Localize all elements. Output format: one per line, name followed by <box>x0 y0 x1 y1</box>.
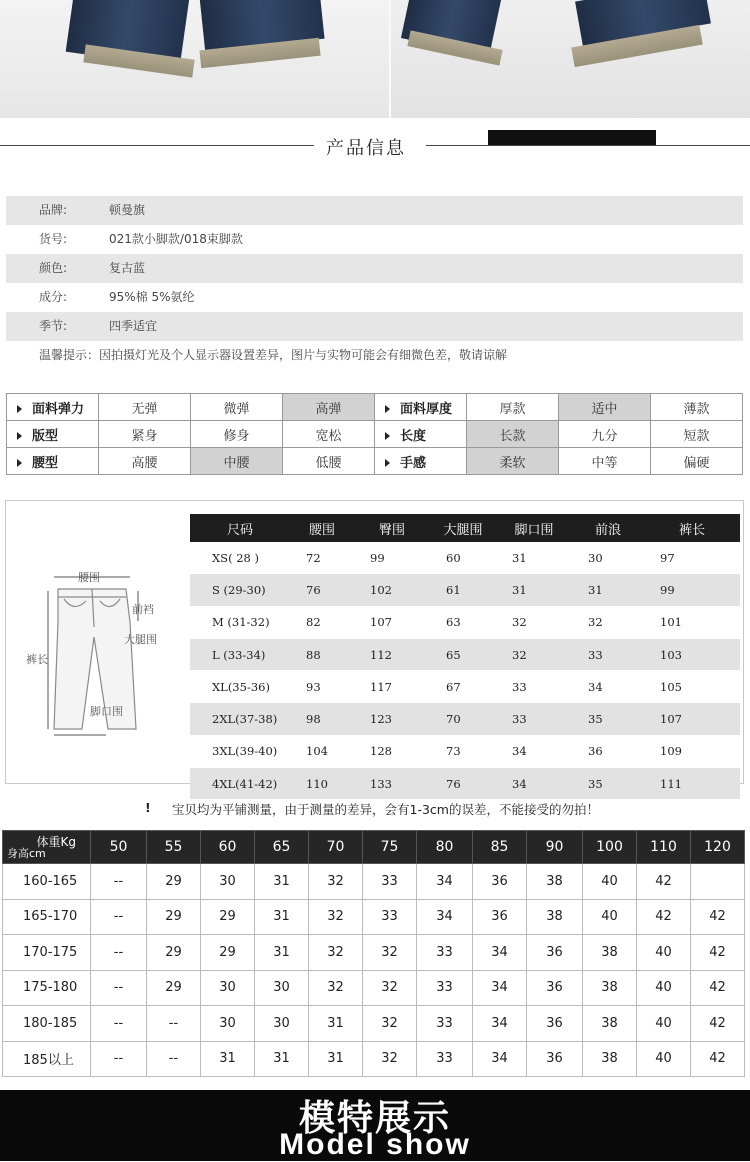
size-recommendation-cell: 32 <box>363 1006 417 1042</box>
size-cell: 128 <box>354 735 430 767</box>
triangle-right-icon <box>385 459 390 467</box>
size-cell: 63 <box>430 606 496 638</box>
size-recommendation-cell: 40 <box>637 935 691 971</box>
size-recommendation-cell: -- <box>147 1041 201 1077</box>
section-title: 产品信息 <box>326 138 406 159</box>
size-recommendation-cell: 29 <box>201 899 255 935</box>
size-recommendation-cell: 40 <box>583 864 637 900</box>
size-cell: 31 <box>572 574 644 606</box>
size-cell: 31 <box>496 542 572 574</box>
size-recommendation-cell: 30 <box>255 970 309 1006</box>
size-header: 尺码 <box>190 514 290 542</box>
size-cell: 105 <box>644 671 740 703</box>
attribute-option: 低腰 <box>283 448 375 475</box>
size-cell: 72 <box>290 542 354 574</box>
size-cell: 61 <box>430 574 496 606</box>
size-recommendation-cell: -- <box>91 899 147 935</box>
size-recommendation-cell: 42 <box>691 935 745 971</box>
attribute-option: 厚款 <box>467 394 559 421</box>
height-label: 160-165 <box>3 864 91 900</box>
weight-height-row <box>3 1041 745 1077</box>
info-row-sku: 货号: 021款小脚款/018束脚款 <box>39 232 243 246</box>
size-cell: 34 <box>496 768 572 800</box>
size-cell: 112 <box>354 638 430 670</box>
size-cell: XL(35-36) <box>190 671 290 703</box>
attribute-name: 面料厚度 <box>375 394 467 421</box>
attribute-option: 偏硬 <box>651 448 743 475</box>
weight-height-row <box>3 935 745 971</box>
size-recommendation-cell: 29 <box>147 970 201 1006</box>
size-recommendation-cell: -- <box>147 1006 201 1042</box>
size-header: 脚口围 <box>496 514 572 542</box>
height-label: 170-175 <box>3 935 91 971</box>
size-recommendation-cell: 33 <box>417 1041 473 1077</box>
triangle-right-icon <box>385 405 390 413</box>
size-cell: 32 <box>496 638 572 670</box>
size-cell: 76 <box>430 768 496 800</box>
weight-header: 120 <box>691 831 745 864</box>
size-recommendation-cell: 34 <box>473 1041 527 1077</box>
size-recommendation-cell: 32 <box>309 899 363 935</box>
weight-header: 50 <box>91 831 147 864</box>
attribute-option: 短款 <box>651 421 743 448</box>
size-cell: 70 <box>430 703 496 735</box>
attribute-name: 手感 <box>375 448 467 475</box>
model-show-banner <box>0 1090 750 1161</box>
size-recommendation-cell: 40 <box>637 970 691 1006</box>
photo-left <box>0 0 390 118</box>
size-cell: 76 <box>290 574 354 606</box>
size-recommendation-cell: 32 <box>363 935 417 971</box>
size-cell: M (31-32) <box>190 606 290 638</box>
size-cell: 98 <box>290 703 354 735</box>
size-cell: 35 <box>572 768 644 800</box>
size-recommendation-cell: 32 <box>363 970 417 1006</box>
attribute-name: 面料弹力 <box>7 394 99 421</box>
size-header: 前浪 <box>572 514 644 542</box>
attribute-option: 九分 <box>559 421 651 448</box>
size-recommendation-cell: 34 <box>417 864 473 900</box>
size-recommendation-cell: 31 <box>255 864 309 900</box>
weight-header: 75 <box>363 831 417 864</box>
height-label: 180-185 <box>3 1006 91 1042</box>
size-cell: 107 <box>644 703 740 735</box>
attribute-option: 长款 <box>467 421 559 448</box>
decor-bar <box>488 130 656 145</box>
size-recommendation-cell: 29 <box>201 935 255 971</box>
info-row-material: 成分: 95%棉 5%氨纶 <box>39 290 195 304</box>
weight-header: 85 <box>473 831 527 864</box>
size-table <box>190 514 740 800</box>
warning-mark: ! <box>145 800 151 815</box>
attribute-option: 适中 <box>559 394 651 421</box>
attribute-name: 长度 <box>375 421 467 448</box>
size-recommendation-cell: -- <box>91 864 147 900</box>
attribute-option: 宽松 <box>283 421 375 448</box>
attribute-row <box>7 394 743 421</box>
size-recommendation-cell: 30 <box>201 864 255 900</box>
weight-header: 110 <box>637 831 691 864</box>
size-recommendation-cell: 30 <box>255 1006 309 1042</box>
info-row-color: 颜色: 复古蓝 <box>6 254 743 283</box>
size-cell: 97 <box>644 542 740 574</box>
size-recommendation-cell: 42 <box>691 1006 745 1042</box>
info-row-notice <box>6 341 743 370</box>
size-cell: 82 <box>290 606 354 638</box>
size-recommendation-cell: 36 <box>473 899 527 935</box>
size-recommendation-cell: 42 <box>691 970 745 1006</box>
size-cell: 101 <box>644 606 740 638</box>
size-cell: 110 <box>290 768 354 800</box>
size-recommendation-cell: -- <box>91 935 147 971</box>
size-cell: 3XL(39-40) <box>190 735 290 767</box>
size-cell: 4XL(41-42) <box>190 768 290 800</box>
size-cell: 73 <box>430 735 496 767</box>
size-recommendation-cell: 40 <box>583 899 637 935</box>
size-cell: 65 <box>430 638 496 670</box>
weight-header: 70 <box>309 831 363 864</box>
size-recommendation-cell: -- <box>91 970 147 1006</box>
weight-height-table <box>2 830 745 1077</box>
size-recommendation-cell: 32 <box>309 970 363 1006</box>
diagram-label-waist: 腰围 <box>78 571 100 584</box>
size-recommendation-cell: 42 <box>691 899 745 935</box>
size-recommendation-cell: -- <box>91 1006 147 1042</box>
notice-text: 温馨提示：因拍摄灯光及个人显示器设置差异，图片与实物可能会有细微色差，敬请谅解 <box>39 348 508 362</box>
size-recommendation-cell: 31 <box>255 899 309 935</box>
size-cell: 102 <box>354 574 430 606</box>
size-recommendation-cell: 31 <box>309 1041 363 1077</box>
size-recommendation-cell: 38 <box>583 1006 637 1042</box>
triangle-right-icon <box>385 432 390 440</box>
size-cell: 104 <box>290 735 354 767</box>
size-header: 裤长 <box>644 514 740 542</box>
diagram-label-rise: 前裆 <box>132 603 154 616</box>
size-recommendation-cell: 32 <box>363 1041 417 1077</box>
attribute-option: 修身 <box>191 421 283 448</box>
size-recommendation-cell <box>691 864 745 900</box>
size-recommendation-cell: 38 <box>583 935 637 971</box>
diagram-label-hem: 脚口围 <box>90 705 123 718</box>
triangle-right-icon <box>17 405 22 413</box>
attribute-row <box>7 421 743 448</box>
size-recommendation-cell: 29 <box>147 864 201 900</box>
attribute-grid <box>6 393 743 475</box>
size-cell: 133 <box>354 768 430 800</box>
diagram-label-thigh: 大腿围 <box>124 633 157 646</box>
corner-header: 体重Kg 身高cm <box>3 831 91 864</box>
section-header <box>0 132 750 162</box>
size-recommendation-cell: 33 <box>363 899 417 935</box>
triangle-right-icon <box>17 432 22 440</box>
size-row <box>190 671 740 703</box>
weight-header: 55 <box>147 831 201 864</box>
attribute-option: 高腰 <box>99 448 191 475</box>
attribute-option: 无弹 <box>99 394 191 421</box>
size-recommendation-cell: 38 <box>583 1041 637 1077</box>
weight-header: 90 <box>527 831 583 864</box>
size-cell: 33 <box>496 671 572 703</box>
size-cell: 111 <box>644 768 740 800</box>
size-recommendation-cell: 36 <box>527 935 583 971</box>
pants-diagram <box>24 567 164 742</box>
size-cell: S (29-30) <box>190 574 290 606</box>
size-header: 腰围 <box>290 514 354 542</box>
weight-height-row <box>3 970 745 1006</box>
size-recommendation-cell: 31 <box>255 1041 309 1077</box>
size-row <box>190 606 740 638</box>
attribute-name: 版型 <box>7 421 99 448</box>
size-recommendation-cell: 38 <box>527 864 583 900</box>
attribute-name: 腰型 <box>7 448 99 475</box>
size-recommendation-cell: 31 <box>309 1006 363 1042</box>
size-recommendation-cell: 38 <box>527 899 583 935</box>
size-recommendation-cell: 42 <box>637 899 691 935</box>
size-recommendation-cell: 34 <box>473 970 527 1006</box>
size-recommendation-cell: 36 <box>527 1006 583 1042</box>
size-recommendation-cell: 36 <box>473 864 527 900</box>
size-cell: 60 <box>430 542 496 574</box>
attribute-option: 紧身 <box>99 421 191 448</box>
size-recommendation-cell: 42 <box>637 864 691 900</box>
size-cell: 32 <box>572 606 644 638</box>
disclaimer-text: 宝贝均为平铺测量，由于测量的差异，会有1-3cm的误差，不能接受的勿拍！ <box>172 802 599 817</box>
size-row <box>190 638 740 670</box>
size-cell: 107 <box>354 606 430 638</box>
size-cell: 103 <box>644 638 740 670</box>
attribute-option: 中腰 <box>191 448 283 475</box>
size-cell: 88 <box>290 638 354 670</box>
size-cell: 99 <box>354 542 430 574</box>
size-row <box>190 768 740 800</box>
size-recommendation-cell: 33 <box>417 970 473 1006</box>
size-cell: 34 <box>572 671 644 703</box>
size-cell: 31 <box>496 574 572 606</box>
size-header: 大腿围 <box>430 514 496 542</box>
weight-header: 100 <box>583 831 637 864</box>
size-recommendation-cell: 42 <box>691 1041 745 1077</box>
product-info <box>6 196 743 370</box>
size-recommendation-cell: -- <box>91 1041 147 1077</box>
banner-title-cn: 模特展示 <box>298 1098 451 1139</box>
attribute-option: 中等 <box>559 448 651 475</box>
size-recommendation-cell: 31 <box>255 935 309 971</box>
size-row <box>190 542 740 574</box>
weight-height-row <box>3 1006 745 1042</box>
size-cell: 36 <box>572 735 644 767</box>
attribute-row <box>7 448 743 475</box>
size-recommendation-cell: 34 <box>473 1006 527 1042</box>
size-recommendation-cell: 40 <box>637 1006 691 1042</box>
size-cell: 2XL(37-38) <box>190 703 290 735</box>
product-photo-strip <box>0 0 750 118</box>
size-recommendation-cell: 29 <box>147 899 201 935</box>
weight-height-row <box>3 864 745 900</box>
size-recommendation-cell: 34 <box>473 935 527 971</box>
size-recommendation-cell: 38 <box>583 970 637 1006</box>
weight-header: 80 <box>417 831 473 864</box>
size-recommendation-cell: 30 <box>201 1006 255 1042</box>
size-recommendation-cell: 36 <box>527 1041 583 1077</box>
size-recommendation-cell: 32 <box>309 864 363 900</box>
size-cell: 93 <box>290 671 354 703</box>
size-cell: 117 <box>354 671 430 703</box>
size-cell: 109 <box>644 735 740 767</box>
triangle-right-icon <box>17 459 22 467</box>
size-recommendation-cell: 34 <box>417 899 473 935</box>
size-recommendation-cell: 33 <box>417 935 473 971</box>
size-cell: 35 <box>572 703 644 735</box>
size-cell: 99 <box>644 574 740 606</box>
size-recommendation-cell: 30 <box>201 970 255 1006</box>
info-row-season: 季节: 四季适宜 <box>6 312 743 341</box>
size-cell: XS( 28 ) <box>190 542 290 574</box>
weight-height-row <box>3 899 745 935</box>
size-recommendation-cell: 33 <box>363 864 417 900</box>
height-label: 185以上 <box>3 1041 91 1077</box>
attribute-option: 薄款 <box>651 394 743 421</box>
size-recommendation-cell: 33 <box>417 1006 473 1042</box>
size-row <box>190 703 740 735</box>
size-cell: 32 <box>496 606 572 638</box>
info-row-brand: 品牌: 顿曼旗 <box>6 196 743 225</box>
size-cell: 123 <box>354 703 430 735</box>
size-recommendation-cell: 40 <box>637 1041 691 1077</box>
size-cell: 30 <box>572 542 644 574</box>
diagram-label-length: 裤长 <box>26 653 48 666</box>
attribute-option: 高弹 <box>283 394 375 421</box>
size-header: 臀围 <box>354 514 430 542</box>
size-recommendation-cell: 31 <box>201 1041 255 1077</box>
attribute-option: 柔软 <box>467 448 559 475</box>
size-cell: 67 <box>430 671 496 703</box>
banner-title-en: Model show <box>279 1128 471 1161</box>
size-recommendation-cell: 29 <box>147 935 201 971</box>
height-label: 165-170 <box>3 899 91 935</box>
weight-header: 65 <box>255 831 309 864</box>
height-label: 175-180 <box>3 970 91 1006</box>
size-cell: L (33-34) <box>190 638 290 670</box>
size-cell: 34 <box>496 735 572 767</box>
size-recommendation-cell: 32 <box>309 935 363 971</box>
size-cell: 33 <box>496 703 572 735</box>
weight-header: 60 <box>201 831 255 864</box>
size-row <box>190 574 740 606</box>
size-row <box>190 735 740 767</box>
attribute-option: 微弹 <box>191 394 283 421</box>
size-recommendation-cell: 36 <box>527 970 583 1006</box>
size-cell: 33 <box>572 638 644 670</box>
